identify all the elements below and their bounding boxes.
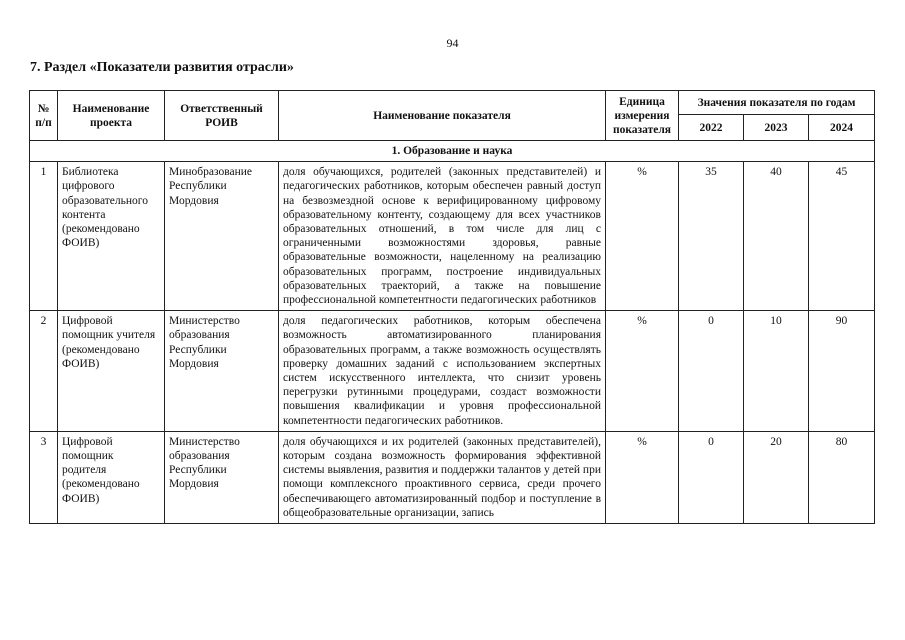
row-value-2024: 45 <box>809 162 875 311</box>
row-indicator: доля педагогических работников, которым обеспечена возможность автоматизированного планирования образовательных программ, а также возможность осуществлять проверку домашних заданий с использованием экспертных систем искусственного интеллекта, что снизит уровень перегрузки рутинными процедурами, создаст возможности повышения квалификации и уровня профессиональной компетентности педагогических работников. <box>279 311 606 432</box>
row-roiv: Министерство образования Республики Мордовия <box>165 431 279 523</box>
row-value-2022: 0 <box>679 431 744 523</box>
table-row <box>30 311 875 432</box>
header-roiv: Ответственный РОИВ <box>165 91 279 141</box>
section-title: 7. Раздел «Показатели развития отрасли» <box>30 60 294 75</box>
row-roiv: Минобразование Республики Мордовия <box>165 162 279 311</box>
row-num: 2 <box>30 311 58 432</box>
header-year: 2023 <box>744 115 809 141</box>
table-row <box>30 162 875 311</box>
header-unit: Единица измерения показателя <box>606 91 679 141</box>
row-value-2022: 35 <box>679 162 744 311</box>
header-values-group: Значения показателя по годам <box>679 91 875 115</box>
table-row <box>30 431 875 523</box>
header-year: 2022 <box>679 115 744 141</box>
row-num: 1 <box>30 162 58 311</box>
row-project: Цифровой помощник родителя (рекомендовано ФОИВ) <box>58 431 165 523</box>
row-value-2023: 20 <box>744 431 809 523</box>
row-value-2023: 40 <box>744 162 809 311</box>
row-unit: % <box>606 162 679 311</box>
row-num: 3 <box>30 431 58 523</box>
row-roiv: Министерство образования Республики Мордовия <box>165 311 279 432</box>
section-row: 1. Образование и наука <box>30 141 875 162</box>
header-year: 2024 <box>809 115 875 141</box>
row-indicator: доля обучающихся, родителей (законных представителей) и педагогических работников, которым обеспечен равный доступ на безвозмездной основе к верифицированному цифровому образовательному контенту, создающему для всех участников образовательных отношений, в том числе для лиц с ограниченными возможностями здоровья, равные образовательные возможности, нацеленному на реализацию образовательных программ, построение индивидуальных образовательных траекторий, а также на повышение профессиональной компетентности педагогических работников <box>279 162 606 311</box>
header-project: Наименование проекта <box>58 91 165 141</box>
row-value-2024: 80 <box>809 431 875 523</box>
row-value-2024: 90 <box>809 311 875 432</box>
row-value-2023: 10 <box>744 311 809 432</box>
row-value-2022: 0 <box>679 311 744 432</box>
header-indicator: Наименование показателя <box>279 91 606 141</box>
header-num: № п/п <box>30 91 58 141</box>
row-project: Цифровой помощник учителя (рекомендовано ФОИВ) <box>58 311 165 432</box>
row-unit: % <box>606 311 679 432</box>
row-indicator: доля обучающихся и их родителей (законных представителей), которым создана возможность формирования эффективной системы выявления, развития и поддержки талантов у детей при помощи комплексного проактивного сервиса, среди прочего обеспечивающего автоматизированный подбор и поступление в общеобразовательные организации, запись <box>279 431 606 523</box>
indicators-table <box>29 90 875 524</box>
row-unit: % <box>606 431 679 523</box>
row-project: Библиотека цифрового образовательного контента (рекомендовано ФОИВ) <box>58 162 165 311</box>
page-number: 94 <box>446 36 459 50</box>
